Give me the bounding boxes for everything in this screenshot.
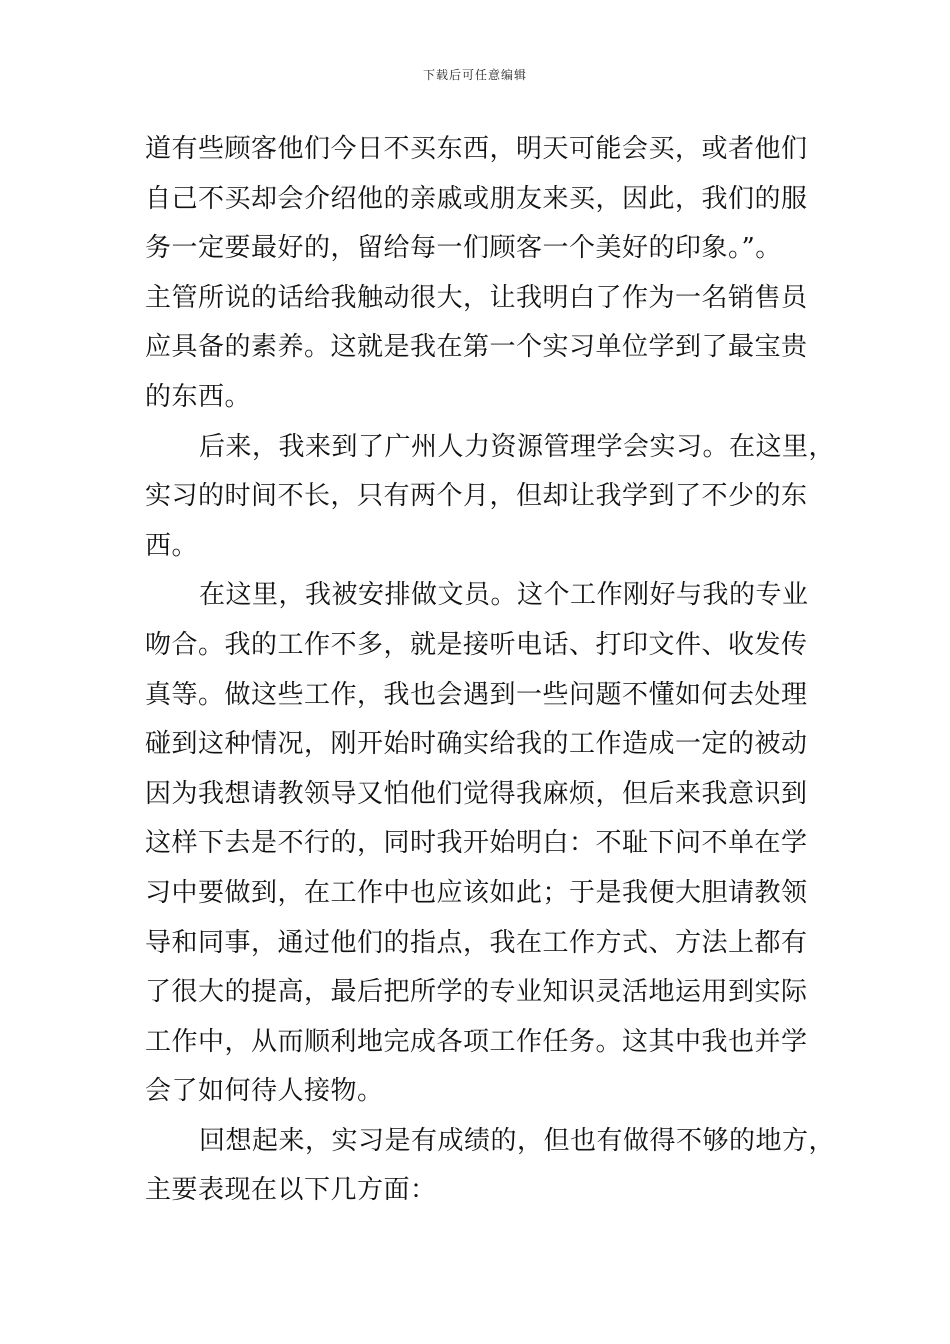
- text-line: 实习的时间不长，只有两个月，但却让我学到了不少的东: [145, 481, 808, 512]
- text-line: 西。: [145, 530, 199, 561]
- text-line: 自己不买却会介绍他的亲戚或朋友来买，因此，我们的服: [145, 183, 808, 214]
- text-line: 习中要做到，在工作中也应该如此；于是我便大胆请教领: [145, 877, 808, 908]
- text-line: 务一定要最好的，留给每一们顾客一个美好的印象。”。: [145, 233, 782, 264]
- paragraph-first-line: 后来，我来到了广州人力资源管理学会实习。在这里，: [199, 431, 836, 462]
- text-line: 的东西。: [145, 381, 252, 412]
- text-line: 了很大的提高，最后把所学的专业知识灵活地运用到实际: [145, 977, 808, 1008]
- paragraph-first-line: 回想起来，实习是有成绩的，但也有做得不够的地方，: [199, 1125, 836, 1156]
- text-line: 真等。做这些工作，我也会遇到一些问题不懂如何去处理: [145, 679, 808, 710]
- text-line: 道有些顾客他们今日不买东西，明天可能会买，或者他们: [145, 134, 808, 164]
- text-line: 吻合。我的工作不多，就是接听电话、打印文件、收发传: [145, 629, 808, 660]
- text-line: 工作中，从而顺利地完成各项工作任务。这其中我也并学: [145, 1026, 808, 1057]
- body-text: [145, 125, 845, 1216]
- text-line: 碰到这种情况，刚开始时确实给我的工作造成一定的被动: [145, 729, 808, 760]
- text-line: 这样下去是不行的，同时我开始明白：不耻下问不单在学: [145, 828, 808, 859]
- text-line: 导和同事，通过他们的指点，我在工作方式、方法上都有: [145, 927, 808, 958]
- page-header: 下载后可任意编辑: [422, 68, 527, 82]
- text-line: 主管所说的话给我触动很大，让我明白了作为一名销售员: [145, 282, 808, 313]
- text-line: 因为我想请教领导又怕他们觉得我麻烦，但后来我意识到: [145, 778, 808, 809]
- paragraph-first-line: 在这里，我被安排做文员。这个工作刚好与我的专业: [199, 580, 809, 611]
- text-line: 应具备的素养。这就是我在第一个实习单位学到了最宝贵: [145, 332, 808, 363]
- text-line: 会了如何待人接物。: [145, 1076, 384, 1107]
- text-line: 主要表现在以下几方面：: [145, 1175, 437, 1206]
